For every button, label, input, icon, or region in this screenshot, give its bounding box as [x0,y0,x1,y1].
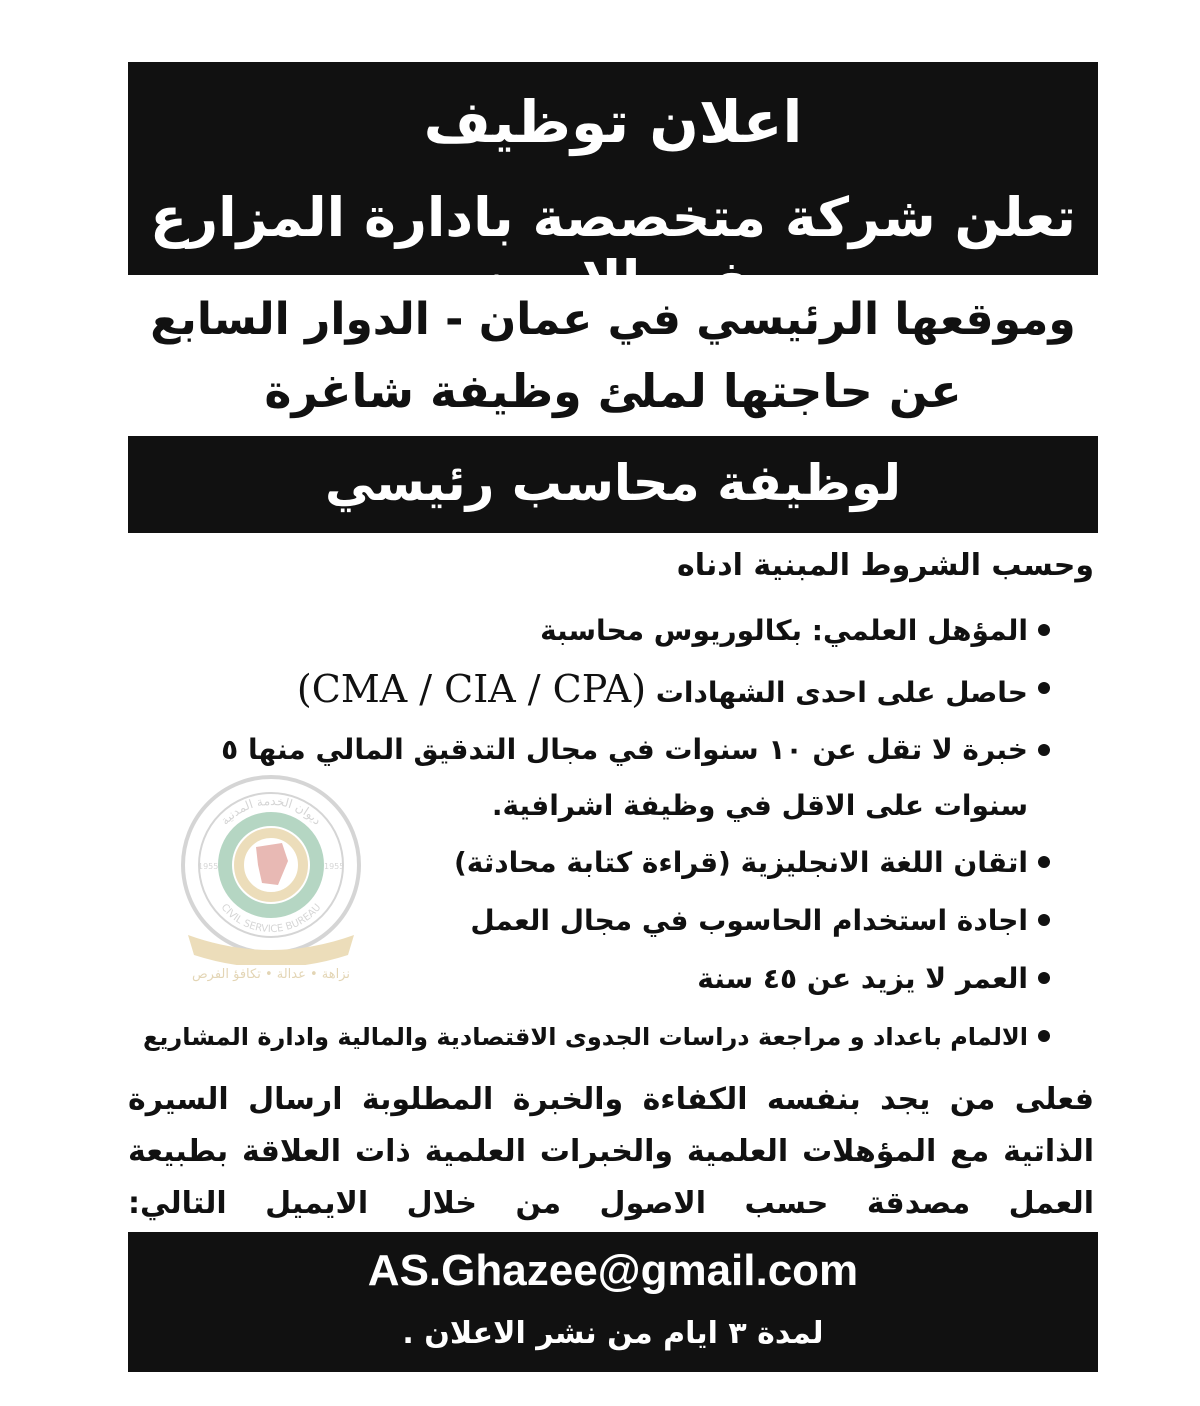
list-item [128,602,1098,660]
seal-graphic [178,765,364,965]
requirements-intro: وحسب الشروط المبنية ادناه [677,548,1094,583]
requirement-text: المؤهل العلمي: بكالوريوس محاسبة [540,614,1028,647]
bullet-icon [1038,914,1050,926]
requirement-text: اجادة استخدام الحاسوب في مجال العمل [470,904,1028,937]
bullet-icon [1038,856,1050,868]
requirement-text: اتقان اللغة الانجليزية (قراءة كتابة محادثة) [453,846,1028,879]
seal-english-text: CIVIL SERVICE BUREAU [218,902,324,936]
duration-text: لمدة ٣ ايام من نشر الاعلان . [402,1316,824,1351]
seal-arabic-text: ديوان الخدمة المدنية [217,793,325,828]
bullet-icon [1038,972,1050,984]
requirement-text: خبرة لا تقل عن ١٠ سنوات في مجال التدقيق المالي منها ٥ سنوات على الاقل في وظيفة اشرافية. [221,733,1028,822]
requirement-text: حاصل على احدى الشهادات [655,676,1028,709]
bullet-icon [1038,744,1050,756]
ad-subtitle: تعلن شركة متخصصة بادارة المزارع في الاردن [150,186,1076,312]
contact-box [128,1232,1098,1372]
civil-service-seal [178,765,364,995]
list-item [128,660,1098,722]
requirement-text: الالمام باعداد و مراجعة دراسات الجدوى الاقتصادية والمالية وادارة المشاريع [143,1023,1028,1051]
certificates-text: (CMA / CIA / CPA) [296,667,647,711]
header-box [128,62,1098,312]
seal-year-left: 1955 [198,862,219,871]
seal-motto: نزاهة • عدالة • تكافؤ الفرص [191,967,351,982]
seal-year-right: 1955 [324,862,345,871]
requirement-text: العمر لا يزيد عن ٤٥ سنة [697,962,1028,995]
bullet-icon [1038,682,1050,694]
closing-paragraph: فعلى من يجد بنفسه الكفاءة والخبرة المطلوبة ارسال السيرة الذاتية مع المؤهلات العلمية والخبرات العلمية ذات العلاقة بطبيعة العمل مصدقة حسب الاصول من خلال الايميل التالي: [128,1082,1094,1221]
job-title-box [128,436,1098,533]
bullet-icon [1038,1030,1050,1042]
email-text: AS.Ghazee@gmail.com [367,1246,859,1295]
vacancy-line: عن حاجتها لملئ وظيفة شاغرة [264,364,962,418]
ad-title: اعلان توظيف [423,88,803,156]
bullet-icon [1038,624,1050,636]
location-line: وموقعها الرئيسي في عمان - الدوار السابع [150,294,1076,345]
list-item [128,1008,1098,1066]
job-title: لوظيفة محاسب رئيسي [324,454,902,512]
job-advertisement [128,62,1098,1372]
